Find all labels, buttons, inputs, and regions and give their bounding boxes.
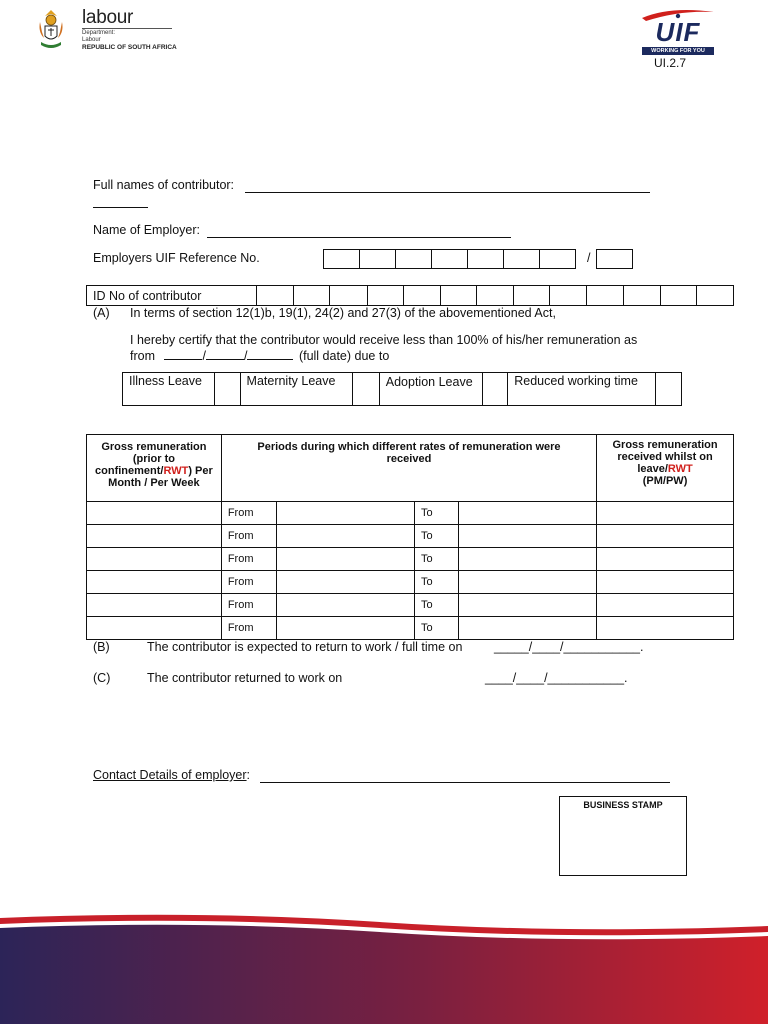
id-digit-box[interactable] xyxy=(513,286,549,305)
id-row xyxy=(86,285,734,306)
from-label: From xyxy=(221,594,276,617)
table-row xyxy=(87,617,734,640)
id-digit-box[interactable] xyxy=(660,286,696,305)
col-gross-leave-header: Gross remuneration received whilst on leave/RWT (PM/PW) xyxy=(597,435,734,502)
table-row xyxy=(87,502,734,525)
gross-leave-cell[interactable] xyxy=(597,617,734,640)
leave-checkbox-maternity[interactable] xyxy=(352,373,380,405)
id-digit-box[interactable] xyxy=(293,286,329,305)
to-label: To xyxy=(415,571,459,594)
leave-option-illness: Illness Leave xyxy=(129,374,202,388)
ref-box[interactable] xyxy=(503,249,540,269)
from-date-cell[interactable] xyxy=(277,594,415,617)
ref-box[interactable] xyxy=(467,249,504,269)
full-names-input-continued[interactable] xyxy=(93,206,148,208)
leave-checkbox-adoption[interactable] xyxy=(482,373,509,405)
table-row xyxy=(87,525,734,548)
from-date-cell[interactable] xyxy=(277,525,415,548)
col-periods-header: Periods during which different rates of remuneration were received xyxy=(221,435,596,502)
dept-line-3: REPUBLIC OF SOUTH AFRICA xyxy=(82,44,177,51)
footer-band xyxy=(0,910,768,1024)
full-names-row xyxy=(93,178,234,192)
table-row xyxy=(87,594,734,617)
ref-box[interactable] xyxy=(539,249,576,269)
date-sep-1: / xyxy=(202,349,206,363)
ref-box[interactable] xyxy=(323,249,360,269)
to-label: To xyxy=(415,548,459,571)
id-digit-box[interactable] xyxy=(549,286,586,305)
from-date-cell[interactable] xyxy=(277,502,415,525)
leave-checkbox-illness[interactable] xyxy=(214,373,241,405)
leave-options-row xyxy=(122,372,682,406)
gross-leave-cell[interactable] xyxy=(597,502,734,525)
id-digit-box[interactable] xyxy=(256,286,293,305)
gross-prior-cell[interactable] xyxy=(87,525,222,548)
gross-prior-cell[interactable] xyxy=(87,617,222,640)
section-b-date-input[interactable]: _____/____/___________. xyxy=(494,640,644,654)
to-label: To xyxy=(415,502,459,525)
id-digit-box[interactable] xyxy=(329,286,366,305)
uif-logo xyxy=(640,8,716,58)
to-date-cell[interactable] xyxy=(459,617,597,640)
id-digit-box[interactable] xyxy=(476,286,513,305)
remuneration-table xyxy=(86,434,734,640)
date-day-input[interactable] xyxy=(164,358,202,360)
section-c-date-input[interactable]: ____/____/___________. xyxy=(485,671,628,685)
employer-input[interactable] xyxy=(207,236,511,238)
ref-separator: / xyxy=(587,251,591,265)
ref-box[interactable] xyxy=(395,249,432,269)
date-year-input[interactable] xyxy=(247,358,293,360)
business-stamp-label: BUSINESS STAMP xyxy=(583,800,663,810)
dept-line-2: Labour xyxy=(82,37,101,43)
ref-box[interactable] xyxy=(431,249,468,269)
to-date-cell[interactable] xyxy=(459,525,597,548)
from-label: From xyxy=(221,548,276,571)
id-digit-box[interactable] xyxy=(440,286,476,305)
date-sep-2: / xyxy=(243,349,248,363)
dept-line-1: Department: xyxy=(82,30,116,36)
full-names-label: Full names of contributor: xyxy=(93,178,235,192)
gross-leave-cell[interactable] xyxy=(597,594,734,617)
dept-divider xyxy=(82,28,172,29)
to-date-cell[interactable] xyxy=(459,571,597,594)
gross-prior-cell[interactable] xyxy=(87,502,222,525)
to-date-cell[interactable] xyxy=(459,502,597,525)
from-label: From xyxy=(221,617,276,640)
section-c-marker: (C) xyxy=(93,671,111,685)
gross-leave-cell[interactable] xyxy=(597,525,734,548)
id-digit-box[interactable] xyxy=(403,286,440,305)
uif-tagline: WORKING FOR YOU xyxy=(642,47,714,55)
dept-brand-text: labour xyxy=(82,7,134,28)
to-date-cell[interactable] xyxy=(459,594,597,617)
gross-leave-cell[interactable] xyxy=(597,548,734,571)
rwt-mark: RWT xyxy=(667,463,693,475)
gross-prior-cell[interactable] xyxy=(87,548,222,571)
to-date-cell[interactable] xyxy=(459,548,597,571)
section-b-text: The contributor is expected to return to work / full time on xyxy=(147,640,463,654)
contact-label: Contact Details of employer xyxy=(93,768,247,782)
full-names-input[interactable] xyxy=(245,191,650,193)
leave-option-adoption: Adoption Leave xyxy=(385,375,473,389)
contact-input[interactable] xyxy=(260,781,670,783)
to-label: To xyxy=(415,525,459,548)
from-date-cell[interactable] xyxy=(277,571,415,594)
ref-label: Employers UIF Reference No. xyxy=(93,251,260,265)
contact-colon: : xyxy=(246,768,251,782)
from-label: From xyxy=(221,502,276,525)
dept-logo xyxy=(36,8,176,54)
ref-check-box[interactable] xyxy=(596,249,633,269)
leave-option-maternity: Maternity Leave xyxy=(246,374,336,388)
id-digit-box[interactable] xyxy=(696,286,733,305)
id-digit-box[interactable] xyxy=(586,286,622,305)
table-row xyxy=(87,548,734,571)
leave-option-reduced: Reduced working time xyxy=(514,374,638,388)
uif-logo-text: UIF xyxy=(655,17,701,47)
section-a-line1: In terms of section 12(1)b, 19(1), 24(2) and 27(3) of the abovementioned Act, xyxy=(130,306,556,320)
date-month-input[interactable] xyxy=(206,358,244,360)
id-digit-box[interactable] xyxy=(367,286,403,305)
business-stamp-box xyxy=(559,796,687,876)
gross-prior-cell[interactable] xyxy=(87,571,222,594)
col-gross-prior-header: Gross remuneration (prior to confinement/RWT) Per Month / Per Week xyxy=(87,435,222,502)
to-label: To xyxy=(415,617,459,640)
from-label: from xyxy=(130,349,155,363)
id-digit-box[interactable] xyxy=(623,286,660,305)
table-row xyxy=(87,571,734,594)
gross-prior-cell[interactable] xyxy=(87,594,222,617)
from-date-cell[interactable] xyxy=(277,617,415,640)
section-c-text: The contributor returned to work on xyxy=(147,671,343,685)
section-a-marker: (A) xyxy=(93,306,110,320)
from-label: From xyxy=(221,571,276,594)
from-date-cell[interactable] xyxy=(277,548,415,571)
employer-label: Name of Employer: xyxy=(93,223,200,237)
section-a-from-row xyxy=(130,349,389,363)
contact-row xyxy=(93,768,250,782)
section-a-line2: I hereby certify that the contributor would receive less than 100% of his/her remuneration as xyxy=(130,333,638,347)
from-label: From xyxy=(221,525,276,548)
id-label: ID No of contributor xyxy=(93,289,202,303)
ref-box[interactable] xyxy=(359,249,396,269)
leave-checkbox-reduced[interactable] xyxy=(655,373,681,405)
ref-boxes[interactable] xyxy=(323,249,580,269)
due-label: (full date) due to xyxy=(298,349,390,363)
form-code: UI.2.7 xyxy=(654,56,687,70)
to-label: To xyxy=(415,594,459,617)
coat-of-arms-icon xyxy=(36,8,66,52)
gross-leave-cell[interactable] xyxy=(597,571,734,594)
section-b-marker: (B) xyxy=(93,640,110,654)
rwt-mark: RWT xyxy=(163,465,189,477)
